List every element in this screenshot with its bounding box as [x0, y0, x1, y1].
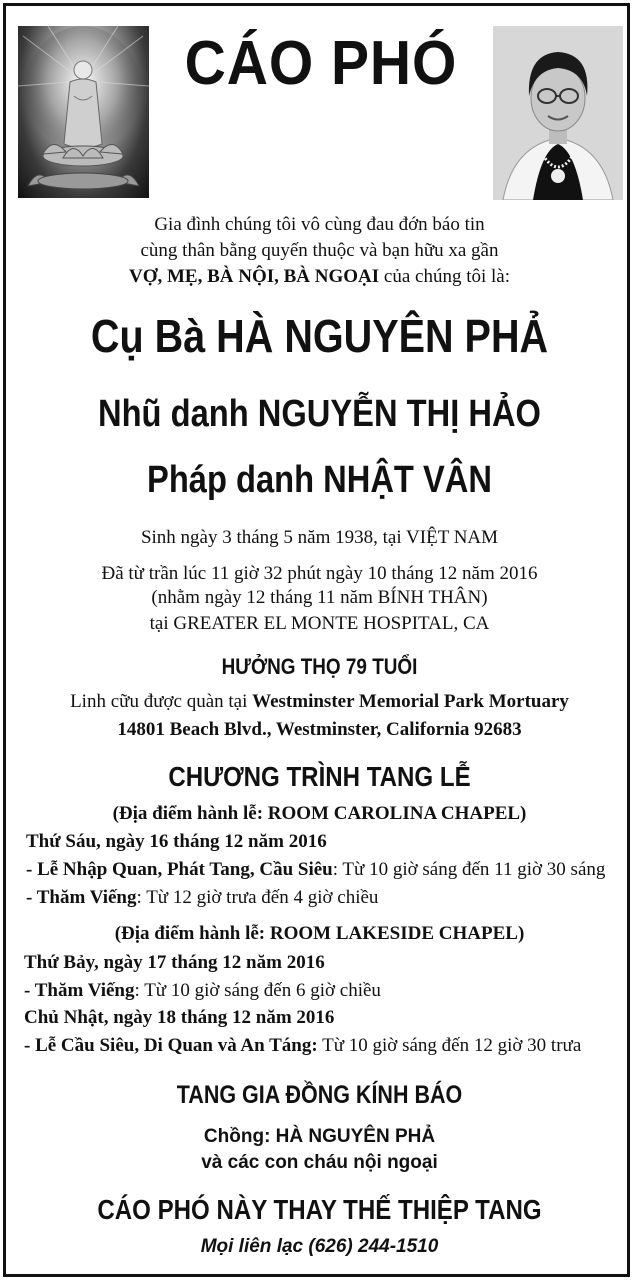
schedule-item-time: : Từ 10 giờ sáng đến 6 giờ chiều: [134, 980, 381, 1001]
resting-line: [6, 690, 633, 714]
family-line: và các con cháu nội ngoại: [201, 1152, 438, 1173]
intro-line-1: Gia đình chúng tôi vô cùng đau đớn báo tin: [154, 214, 485, 235]
schedule-item-time: Từ 10 giờ sáng đến 12 giờ 30 trưa: [317, 1035, 582, 1056]
deceased-name: Cụ Bà HÀ NGUYÊN PHẢ: [90, 310, 549, 362]
intro-line-2: cùng thân bằng quyến thuộc và bạn hữu xa gần: [140, 240, 499, 261]
schedule-item-name: - Lễ Nhập Quan, Phát Tang, Cầu Siêu: [26, 859, 333, 880]
family-announcement: TANG GIA ĐỒNG KÍNH BÁO: [176, 1081, 463, 1109]
buddha-illustration: [18, 26, 149, 198]
schedule-item-time: : Từ 10 giờ sáng đến 11 giờ 30 sáng: [332, 859, 606, 880]
schedule-day-2: Thứ Bảy, ngày 17 tháng 12 năm 2016: [24, 952, 325, 973]
age-heading: HƯỞNG THỌ 79 TUỔI: [221, 654, 418, 679]
replacement-notice: CÁO PHÓ NÀY THAY THẾ THIỆP TANG: [97, 1194, 542, 1225]
schedule-item-time: : Từ 12 giờ trưa đến 4 giờ chiều: [136, 887, 379, 908]
schedule-item: [26, 858, 605, 882]
death-info: Đã từ trần lúc 11 giờ 32 phút ngày 10 tháng 12 năm 2016: [101, 563, 538, 584]
buddha-image: [18, 26, 149, 198]
program-heading: CHƯƠNG TRÌNH TANG LỄ: [168, 761, 471, 792]
schedule-day-1: Thứ Sáu, ngày 16 tháng 12 năm 2016: [26, 831, 327, 852]
page-title: CÁO PHÓ: [184, 29, 458, 98]
obituary-notice: [3, 3, 630, 1277]
portrait-photo: [493, 26, 623, 200]
schedule-item: [24, 1034, 581, 1058]
husband-line: Chồng: HÀ NGUYÊN PHẢ: [203, 1126, 436, 1147]
schedule-item-name: - Thăm Viếng: [26, 887, 137, 908]
mortuary-address: 14801 Beach Blvd., Westminster, California 92683: [117, 719, 522, 740]
contact-line: Mọi liên lạc (626) 244-1510: [200, 1236, 439, 1257]
schedule-item: [24, 979, 381, 1003]
relation-list: VỢ, MẸ, BÀ NỘI, BÀ NGOẠI: [128, 266, 380, 287]
death-place: tại GREATER EL MONTE HOSPITAL, CA: [149, 613, 490, 634]
schedule-item-name: - Lễ Cầu Siêu, Di Quan và An Táng:: [24, 1035, 318, 1056]
birth-info: Sinh ngày 3 tháng 5 năm 1938, tại VIỆT NAM: [140, 527, 499, 548]
resting-prefix: Linh cữu được quàn tại: [70, 691, 253, 712]
dharma-name: Pháp danh NHẬT VÂN: [147, 459, 492, 501]
schedule-item: [26, 886, 378, 910]
portrait-illustration: [493, 26, 623, 200]
resting-place: Westminster Memorial Park Mortuary: [252, 691, 569, 712]
intro-line-3-rest: của chúng tôi là:: [379, 266, 511, 287]
maiden-name: Nhũ danh NGUYỄN THỊ HẢO: [97, 393, 541, 435]
schedule-day-3: Chủ Nhật, ngày 18 tháng 12 năm 2016: [24, 1007, 335, 1028]
schedule-item-name: - Thăm Viếng: [24, 980, 135, 1001]
venue-1: (Địa điểm hành lễ: ROOM CAROLINA CHAPEL): [112, 803, 527, 824]
intro-line-3: [6, 264, 633, 290]
venue-2: (Địa điểm hành lễ: ROOM LAKESIDE CHAPEL): [114, 923, 525, 944]
lunar-date: (nhằm ngày 12 tháng 11 năm BÍNH THÂN): [151, 587, 488, 608]
